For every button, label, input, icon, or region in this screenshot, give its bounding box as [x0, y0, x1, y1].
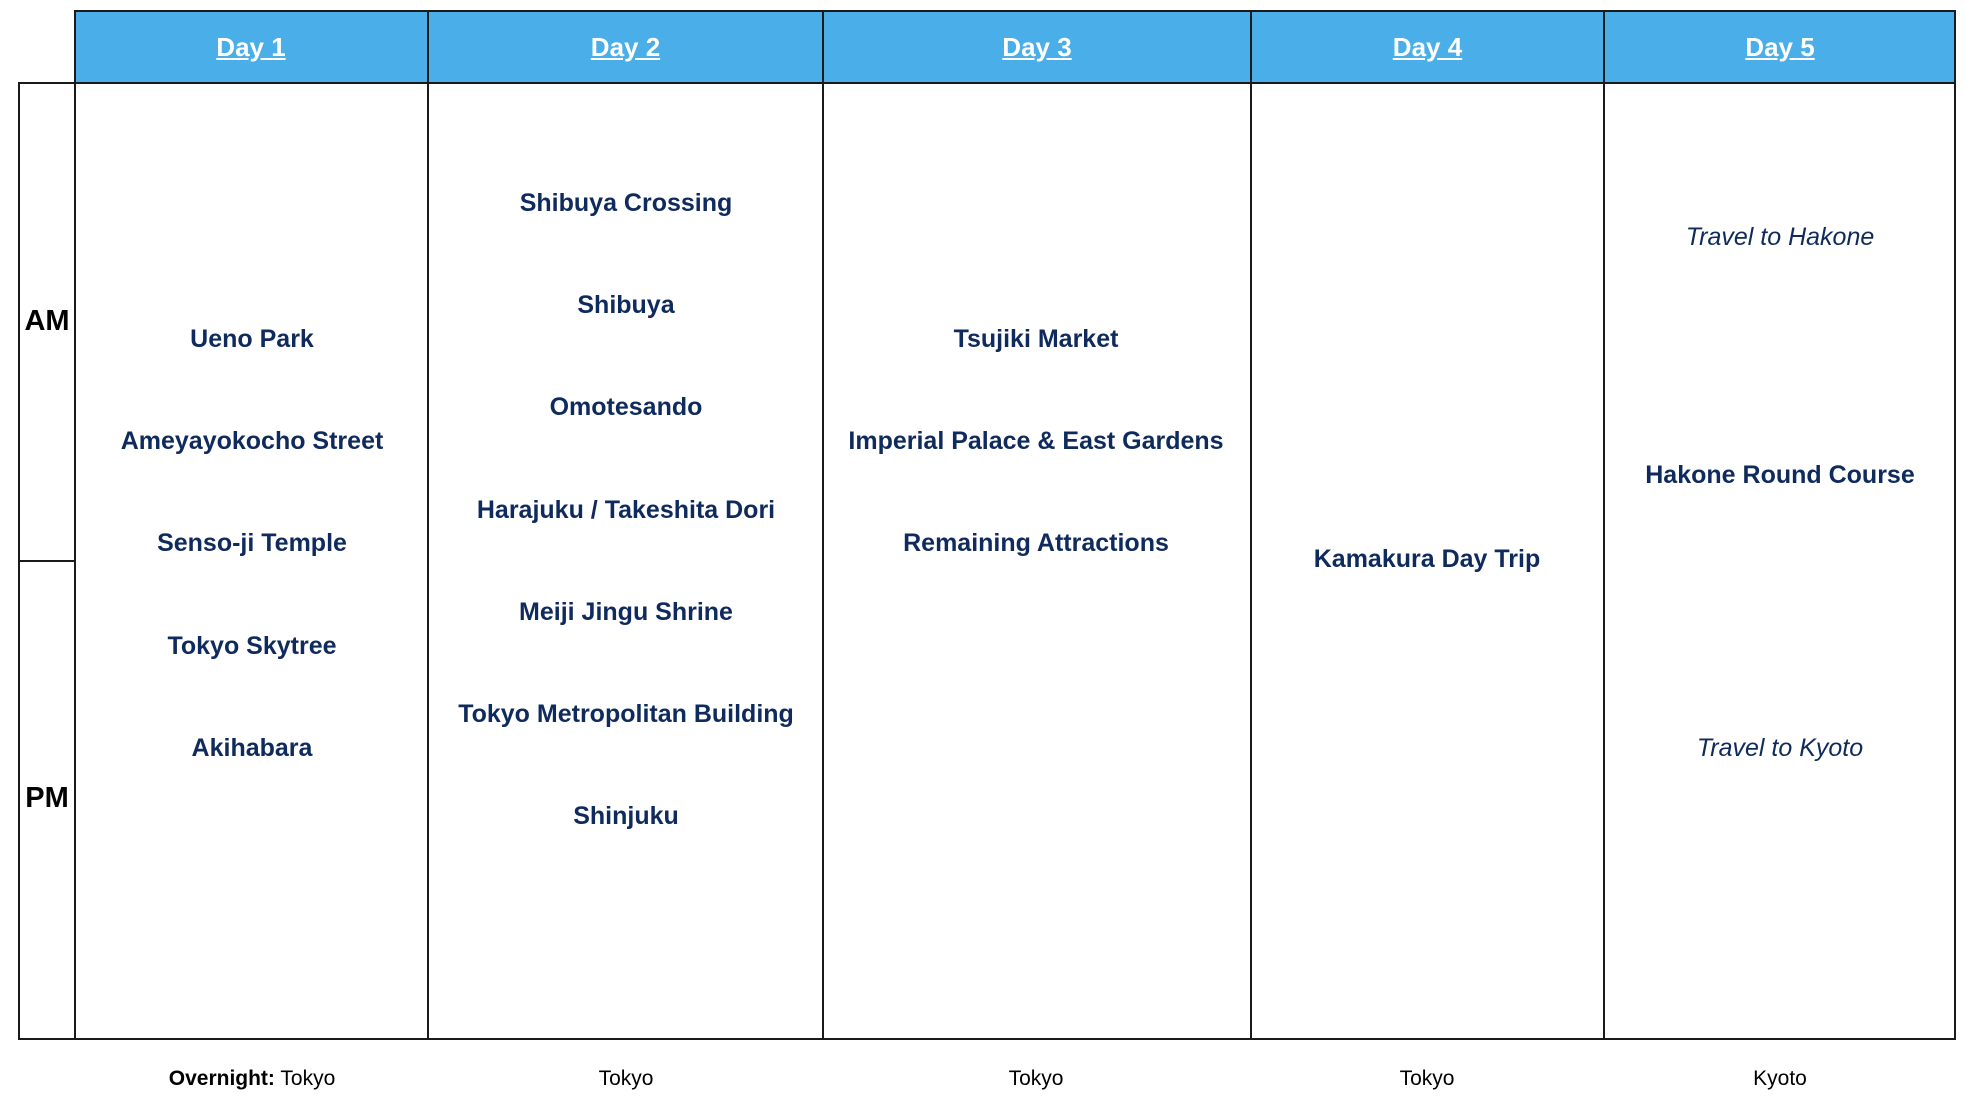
activity-item: Tsujiki Market	[953, 325, 1119, 353]
travel-item: Travel to Hakone	[1685, 223, 1875, 251]
overnight-city: Tokyo	[280, 1067, 336, 1090]
overnight-day-2: Tokyo	[598, 1067, 654, 1090]
activity-item: Hakone Round Course	[1645, 461, 1915, 489]
activity-item: Omotesando	[549, 393, 703, 421]
overnight-day-3: Tokyo	[1008, 1067, 1064, 1090]
activity-item: Kamakura Day Trip	[1313, 545, 1541, 573]
overnight-label: Overnight:	[168, 1067, 275, 1090]
activity-item: Meiji Jingu Shrine	[519, 598, 733, 626]
activity-item: Shibuya Crossing	[519, 189, 733, 217]
column-divider	[1603, 10, 1605, 1040]
activity-item: Akihabara	[191, 734, 313, 762]
tab-day-3[interactable]: Day 3	[1002, 31, 1072, 62]
overnight-day-5: Kyoto	[1753, 1067, 1807, 1090]
activity-item: Senso-ji Temple	[157, 529, 347, 557]
activity-item: Tokyo Skytree	[167, 632, 337, 660]
activity-item: Harajuku / Takeshita Dori	[476, 496, 776, 524]
pm-label: PM	[25, 782, 69, 814]
overnight-day-1	[169, 1067, 336, 1091]
activity-item: Shibuya	[577, 291, 675, 319]
activity-item: Ameyayokocho Street	[120, 427, 384, 455]
tab-day-4[interactable]: Day 4	[1392, 31, 1463, 62]
overnight-day-4: Tokyo	[1399, 1067, 1455, 1090]
activity-item: Shinjuku	[573, 802, 679, 830]
column-divider	[427, 10, 429, 1040]
itinerary-body	[74, 82, 1956, 1040]
column-divider	[822, 10, 824, 1040]
activity-item: Imperial Palace & East Gardens	[848, 427, 1224, 455]
activity-item: Tokyo Metropolitan Building	[458, 700, 794, 728]
column-divider	[1250, 10, 1252, 1040]
tab-day-1[interactable]: Day 1	[216, 31, 286, 62]
travel-item: Travel to Kyoto	[1696, 734, 1864, 762]
am-label: AM	[24, 305, 70, 337]
tab-day-2[interactable]: Day 2	[590, 31, 661, 62]
activity-item: Remaining Attractions	[903, 529, 1169, 557]
tab-day-5[interactable]: Day 5	[1745, 31, 1815, 62]
activity-item: Ueno Park	[190, 325, 314, 353]
